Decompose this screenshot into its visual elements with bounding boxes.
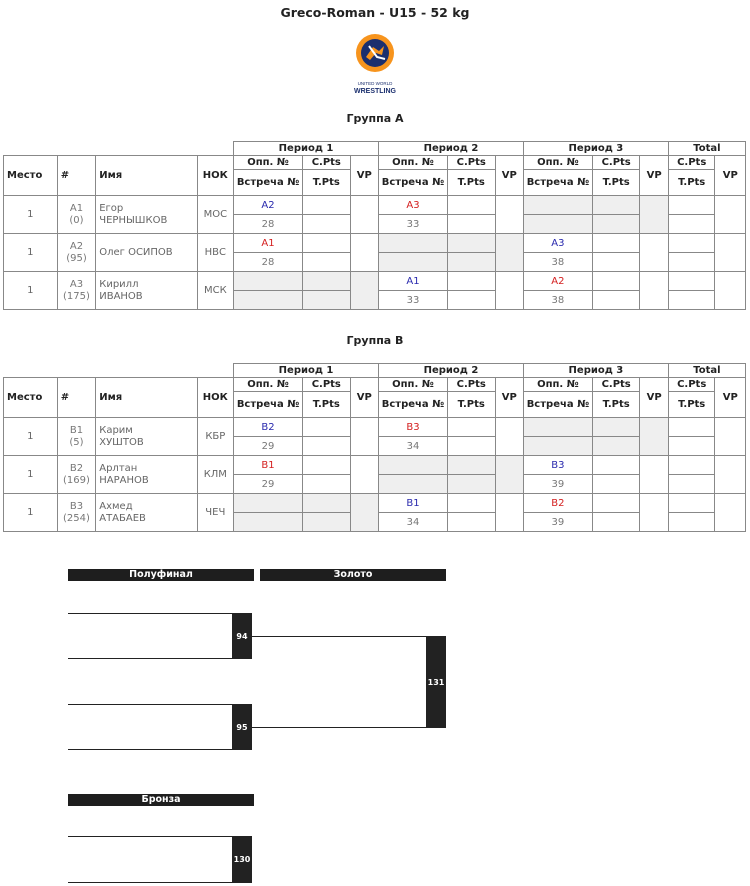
total-cpts-cell — [668, 196, 715, 215]
header-total: Total — [668, 364, 745, 378]
header-cpts: C.Pts — [447, 378, 495, 392]
header-tpts: T.Pts — [302, 392, 350, 418]
total-vp-cell — [715, 418, 746, 456]
tpts-cell — [447, 253, 495, 272]
bout-cell — [234, 291, 303, 310]
cpts-cell — [447, 456, 495, 475]
total-vp-cell — [715, 494, 746, 532]
header-num: # — [57, 378, 96, 418]
logo-line2: WRESTLING — [354, 88, 396, 95]
header-period3: Период 3 — [523, 364, 668, 378]
cpts-cell — [302, 272, 350, 291]
athlete-name[interactable] — [96, 456, 197, 494]
bout-cell — [523, 215, 592, 234]
bout-cell[interactable]: 29 — [234, 437, 303, 456]
athlete-id: B3 — [69, 500, 84, 512]
header-bout: Встреча № — [523, 170, 592, 196]
athlete-name-line2: АТАБАЕВ — [99, 512, 146, 524]
vp-cell — [350, 494, 378, 532]
place-cell: 1 — [4, 456, 58, 494]
vp-cell — [350, 418, 378, 456]
semi1-bout-box[interactable]: 94 — [232, 613, 252, 659]
header-total-tpts: T.Pts — [668, 392, 715, 418]
cpts-cell — [592, 196, 640, 215]
opponent-cell — [523, 196, 592, 215]
header-vp: VP — [495, 156, 523, 196]
opponent-cell — [234, 272, 303, 291]
athlete-name-line2: НАРАНОВ — [99, 474, 149, 486]
cpts-cell — [302, 456, 350, 475]
athlete-seed: (0) — [69, 214, 84, 226]
cpts-cell — [447, 196, 495, 215]
athlete-id: A1 — [69, 202, 84, 214]
header-total: Total — [668, 142, 745, 156]
header-period2: Период 2 — [379, 142, 524, 156]
header-bout: Встреча № — [379, 170, 448, 196]
tpts-cell — [592, 437, 640, 456]
athlete-number — [57, 494, 96, 532]
athlete-name-line1: Ахмед — [99, 500, 133, 512]
opponent-cell[interactable]: A3 — [523, 234, 592, 253]
athlete-seed: (169) — [63, 474, 90, 486]
header-opp: Опп. № — [523, 156, 592, 170]
tpts-cell — [447, 513, 495, 532]
group-a-table — [3, 141, 746, 310]
header-num: # — [57, 156, 96, 196]
cpts-cell — [302, 196, 350, 215]
tpts-cell — [302, 475, 350, 494]
bout-cell[interactable]: 39 — [523, 475, 592, 494]
athlete-id: B2 — [69, 462, 84, 474]
header-vp: VP — [350, 378, 378, 418]
noc-cell: МОС — [197, 196, 233, 234]
opponent-cell[interactable]: B2 — [523, 494, 592, 513]
header-tpts: T.Pts — [302, 170, 350, 196]
header-period1: Период 1 — [234, 364, 379, 378]
header-vp: VP — [640, 156, 668, 196]
athlete-name-line1: Карим — [99, 424, 133, 436]
logo-line1: UNITED WORLD — [357, 81, 393, 86]
opponent-cell — [523, 418, 592, 437]
noc-cell: НВС — [197, 234, 233, 272]
athlete-name[interactable] — [96, 418, 197, 456]
athlete-seed: (95) — [66, 252, 87, 264]
vp-cell — [640, 234, 668, 272]
vp-cell — [350, 234, 378, 272]
header-period3: Период 3 — [523, 142, 668, 156]
bout-cell[interactable]: 29 — [234, 475, 303, 494]
vp-cell — [640, 418, 668, 456]
tpts-cell — [302, 291, 350, 310]
total-cpts-cell — [668, 456, 715, 475]
group-a-title: Группа A — [346, 112, 404, 125]
noc-cell: ЧЕЧ — [197, 494, 233, 532]
place-cell: 1 — [4, 272, 58, 310]
header-cpts: C.Pts — [302, 156, 350, 170]
tpts-cell — [302, 513, 350, 532]
header-spacer — [4, 364, 234, 378]
bout-cell — [234, 513, 303, 532]
header-vp: VP — [495, 378, 523, 418]
cpts-cell — [447, 234, 495, 253]
place-cell: 1 — [4, 196, 58, 234]
cpts-cell — [447, 494, 495, 513]
cpts-cell — [592, 234, 640, 253]
header-cpts: C.Pts — [592, 156, 640, 170]
athlete-seed: (254) — [63, 512, 90, 524]
bout-cell — [523, 437, 592, 456]
semifinal-header: Полуфинал — [68, 569, 254, 581]
opponent-cell — [234, 494, 303, 513]
vp-cell — [495, 418, 523, 456]
header-opp: Опп. № — [523, 378, 592, 392]
header-place: Место — [4, 378, 58, 418]
cpts-cell — [447, 272, 495, 291]
tpts-cell — [592, 513, 640, 532]
header-total-tpts: T.Pts — [668, 170, 715, 196]
bout-cell[interactable]: 33 — [379, 291, 448, 310]
header-noc: НОК — [197, 156, 233, 196]
opponent-cell[interactable]: A1 — [234, 234, 303, 253]
total-tpts-cell — [668, 291, 715, 310]
vp-cell — [495, 196, 523, 234]
total-vp-cell — [715, 272, 746, 310]
header-tpts: T.Pts — [592, 392, 640, 418]
bronze-bottom-line — [68, 882, 232, 883]
athlete-name-line2: ИВАНОВ — [99, 290, 143, 302]
header-bout: Встреча № — [379, 392, 448, 418]
header-opp: Опп. № — [379, 378, 448, 392]
total-vp-cell — [715, 234, 746, 272]
header-cpts: C.Pts — [592, 378, 640, 392]
bronze-header: Бронза — [68, 794, 254, 806]
bout-cell[interactable]: 34 — [379, 513, 448, 532]
bout-cell[interactable]: 38 — [523, 253, 592, 272]
opponent-cell[interactable]: A3 — [379, 196, 448, 215]
header-opp: Опп. № — [379, 156, 448, 170]
vp-cell — [495, 456, 523, 494]
athlete-name-line2: ХУШТОВ — [99, 436, 144, 448]
place-cell: 1 — [4, 418, 58, 456]
place-cell: 1 — [4, 494, 58, 532]
athlete-name-line2: ЧЕРНЫШКОВ — [99, 214, 168, 226]
bronze-top-line — [68, 836, 232, 837]
vp-cell — [495, 272, 523, 310]
header-total-cpts: C.Pts — [668, 156, 715, 170]
header-period1: Период 1 — [234, 142, 379, 156]
bout-cell[interactable]: 38 — [523, 291, 592, 310]
cpts-cell — [592, 272, 640, 291]
header-total-vp: VP — [715, 378, 746, 418]
vp-cell — [350, 196, 378, 234]
total-cpts-cell — [668, 272, 715, 291]
header-bout: Встреча № — [234, 170, 303, 196]
place-cell: 1 — [4, 234, 58, 272]
table-row — [4, 272, 746, 291]
table-row — [4, 494, 746, 513]
semi2-top-line — [68, 704, 232, 705]
header-total-vp: VP — [715, 156, 746, 196]
final-top-line — [252, 636, 426, 637]
opponent-cell — [379, 234, 448, 253]
total-tpts-cell — [668, 215, 715, 234]
tpts-cell — [447, 291, 495, 310]
tpts-cell — [302, 437, 350, 456]
cpts-cell — [592, 456, 640, 475]
total-tpts-cell — [668, 437, 715, 456]
tpts-cell — [592, 253, 640, 272]
semi2-bottom-line — [68, 749, 232, 750]
bout-cell[interactable]: 28 — [234, 215, 303, 234]
header-spacer — [4, 142, 234, 156]
total-tpts-cell — [668, 253, 715, 272]
vp-cell — [350, 456, 378, 494]
group-b-table — [3, 363, 746, 532]
group-b-title: Группа B — [346, 334, 404, 347]
header-place: Место — [4, 156, 58, 196]
tpts-cell — [447, 215, 495, 234]
header-bout: Встреча № — [523, 392, 592, 418]
opponent-cell[interactable]: A1 — [379, 272, 448, 291]
bronze-bout-box[interactable]: 130 — [232, 836, 252, 883]
athlete-seed: (175) — [63, 290, 90, 302]
opponent-cell[interactable]: B1 — [234, 456, 303, 475]
athlete-name-line1: Арлтан — [99, 462, 138, 474]
header-vp: VP — [640, 378, 668, 418]
tpts-cell — [302, 253, 350, 272]
table-row — [4, 456, 746, 475]
semi1-bottom-line — [68, 658, 232, 659]
athlete-id: A3 — [69, 278, 84, 290]
athlete-number — [57, 196, 96, 234]
header-name: Имя — [96, 378, 197, 418]
athlete-id: A2 — [69, 240, 84, 252]
cpts-cell — [592, 418, 640, 437]
table-row — [4, 196, 746, 215]
cpts-cell — [592, 494, 640, 513]
uww-logo — [351, 33, 399, 101]
bout-cell[interactable]: 39 — [523, 513, 592, 532]
header-opp: Опп. № — [234, 156, 303, 170]
athlete-name[interactable] — [96, 196, 197, 234]
header-period2: Период 2 — [379, 364, 524, 378]
athlete-name-line1: Кирилл — [99, 278, 139, 290]
total-tpts-cell — [668, 513, 715, 532]
opponent-cell[interactable]: A2 — [234, 196, 303, 215]
athlete-name[interactable] — [96, 234, 197, 272]
athlete-name[interactable] — [96, 272, 197, 310]
table-row — [4, 418, 746, 437]
bout-cell — [379, 475, 448, 494]
vp-cell — [350, 272, 378, 310]
opponent-cell[interactable]: B1 — [379, 494, 448, 513]
header-bout: Встреча № — [234, 392, 303, 418]
final-bout-box[interactable]: 131 — [426, 636, 446, 728]
total-vp-cell — [715, 196, 746, 234]
tpts-cell — [592, 475, 640, 494]
total-vp-cell — [715, 456, 746, 494]
header-tpts: T.Pts — [447, 170, 495, 196]
tpts-cell — [447, 475, 495, 494]
athlete-id: B1 — [69, 424, 84, 436]
vp-cell — [495, 234, 523, 272]
header-cpts: C.Pts — [447, 156, 495, 170]
noc-cell: МСК — [197, 272, 233, 310]
tpts-cell — [447, 437, 495, 456]
opponent-cell — [379, 456, 448, 475]
table-row — [4, 234, 746, 253]
bout-cell[interactable]: 28 — [234, 253, 303, 272]
vp-cell — [640, 494, 668, 532]
semi2-bout-box[interactable]: 95 — [232, 704, 252, 750]
cpts-cell — [447, 418, 495, 437]
header-cpts: C.Pts — [302, 378, 350, 392]
athlete-name[interactable] — [96, 494, 197, 532]
total-cpts-cell — [668, 234, 715, 253]
header-tpts: T.Pts — [592, 170, 640, 196]
opponent-cell[interactable]: B3 — [523, 456, 592, 475]
header-name: Имя — [96, 156, 197, 196]
tpts-cell — [592, 291, 640, 310]
athlete-name-line1: Егор — [99, 202, 124, 214]
semi1-top-line — [68, 613, 232, 614]
bout-cell[interactable]: 34 — [379, 437, 448, 456]
cpts-cell — [302, 418, 350, 437]
athlete-name-line1: Олег ОСИПОВ — [99, 246, 173, 258]
total-tpts-cell — [668, 475, 715, 494]
total-cpts-cell — [668, 418, 715, 437]
opponent-cell[interactable]: B3 — [379, 418, 448, 437]
athlete-number — [57, 456, 96, 494]
bout-cell[interactable]: 33 — [379, 215, 448, 234]
cpts-cell — [302, 494, 350, 513]
header-vp: VP — [350, 156, 378, 196]
tpts-cell — [592, 215, 640, 234]
page-title: Greco-Roman - U15 - 52 kg — [280, 5, 470, 20]
tpts-cell — [302, 215, 350, 234]
athlete-number — [57, 234, 96, 272]
vp-cell — [640, 196, 668, 234]
bout-cell — [379, 253, 448, 272]
vp-cell — [495, 494, 523, 532]
header-total-cpts: C.Pts — [668, 378, 715, 392]
cpts-cell — [302, 234, 350, 253]
header-tpts: T.Pts — [447, 392, 495, 418]
opponent-cell[interactable]: B2 — [234, 418, 303, 437]
noc-cell: КЛМ — [197, 456, 233, 494]
athlete-number — [57, 418, 96, 456]
vp-cell — [640, 456, 668, 494]
athlete-seed: (5) — [69, 436, 84, 448]
vp-cell — [640, 272, 668, 310]
header-opp: Опп. № — [234, 378, 303, 392]
total-cpts-cell — [668, 494, 715, 513]
gold-header: Золото — [260, 569, 446, 581]
header-noc: НОК — [197, 378, 233, 418]
noc-cell: КБР — [197, 418, 233, 456]
opponent-cell[interactable]: A2 — [523, 272, 592, 291]
final-bottom-line — [252, 727, 426, 728]
athlete-number — [57, 272, 96, 310]
